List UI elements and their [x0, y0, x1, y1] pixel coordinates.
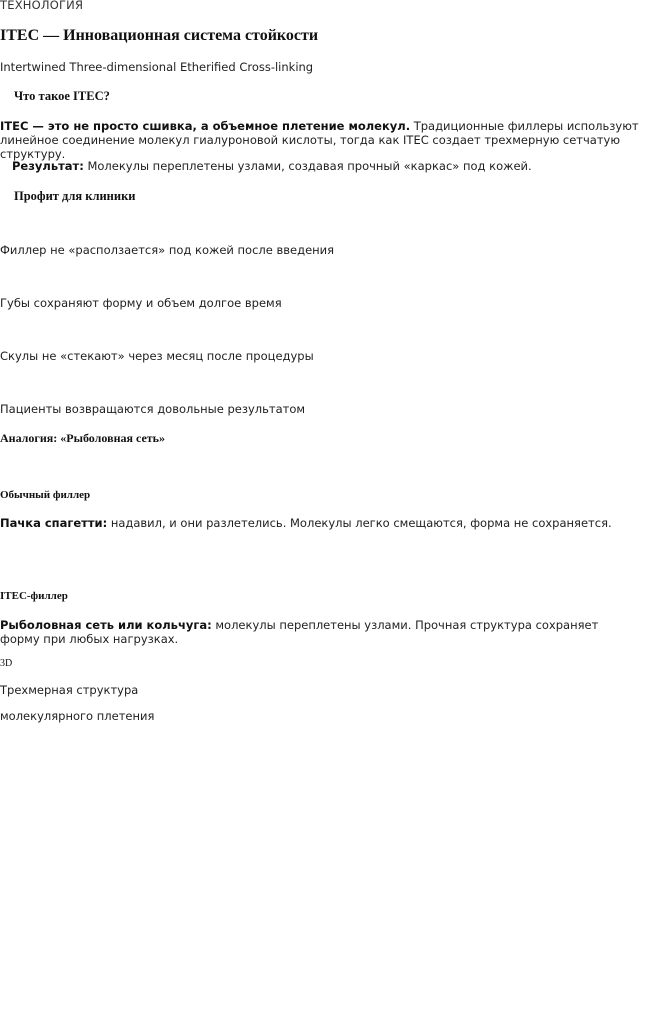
- regular-filler-label: Пачка спагетти:: [0, 516, 108, 530]
- result-text: Молекулы переплетены узлами, создавая прочный «каркас» под кожей.: [83, 159, 532, 173]
- page-subtitle: Intertwined Three-dimensional Etherified Cross-linking: [0, 60, 314, 74]
- what-is-lead: [0, 119, 652, 161]
- result-note: [12, 159, 532, 173]
- benefit-item: Губы сохраняют форму и объем долгое время: [0, 296, 282, 310]
- benefit-item: Пациенты возвращаются довольные результатом: [0, 402, 306, 416]
- analogy-heading: Аналогия: «Рыболовная сеть»: [0, 431, 166, 445]
- page-title: ITEC — Инновационная система стойкости: [0, 27, 319, 44]
- regular-filler-text: надавил, и они разлетелись. Молекулы легко смещаются, форма не сохраняется.: [107, 516, 612, 530]
- what-is-lead-bold: ITEC — это не просто сшивка, а объемное плетение молекул.: [0, 119, 411, 133]
- itec-filler-text: молекулы переплетены узлами. Прочная структура сохраняет форму при любых нагрузках.: [0, 618, 599, 646]
- benefits-heading: Профит для клиники: [14, 189, 136, 203]
- benefit-item: Филлер не «расползается» под кожей после введения: [0, 243, 335, 257]
- badge-line-2: молекулярного плетения: [0, 709, 155, 723]
- what-is-lead-text: Традиционные филлеры используют линейное соединение молекул гиалуроновой кислоты, тогда как ITEC создает трехмерную сетчатую структуру.: [0, 119, 639, 161]
- result-label: Результат:: [12, 159, 84, 173]
- regular-filler-desc: [0, 516, 612, 530]
- itec-filler-label: Рыболовная сеть или кольчуга:: [0, 618, 212, 632]
- what-is-heading: Что такое ITEC?: [14, 89, 110, 103]
- section-eyebrow: ТЕХНОЛОГИЯ: [0, 0, 84, 12]
- itec-filler-title: ITEC-филлер: [0, 590, 68, 602]
- regular-filler-title: Обычный филлер: [0, 489, 91, 501]
- benefit-item: Скулы не «стекают» через месяц после процедуры: [0, 349, 314, 363]
- badge-line-1: Трехмерная структура: [0, 683, 139, 697]
- itec-filler-desc: [0, 618, 612, 646]
- badge-value: 3D: [0, 658, 13, 669]
